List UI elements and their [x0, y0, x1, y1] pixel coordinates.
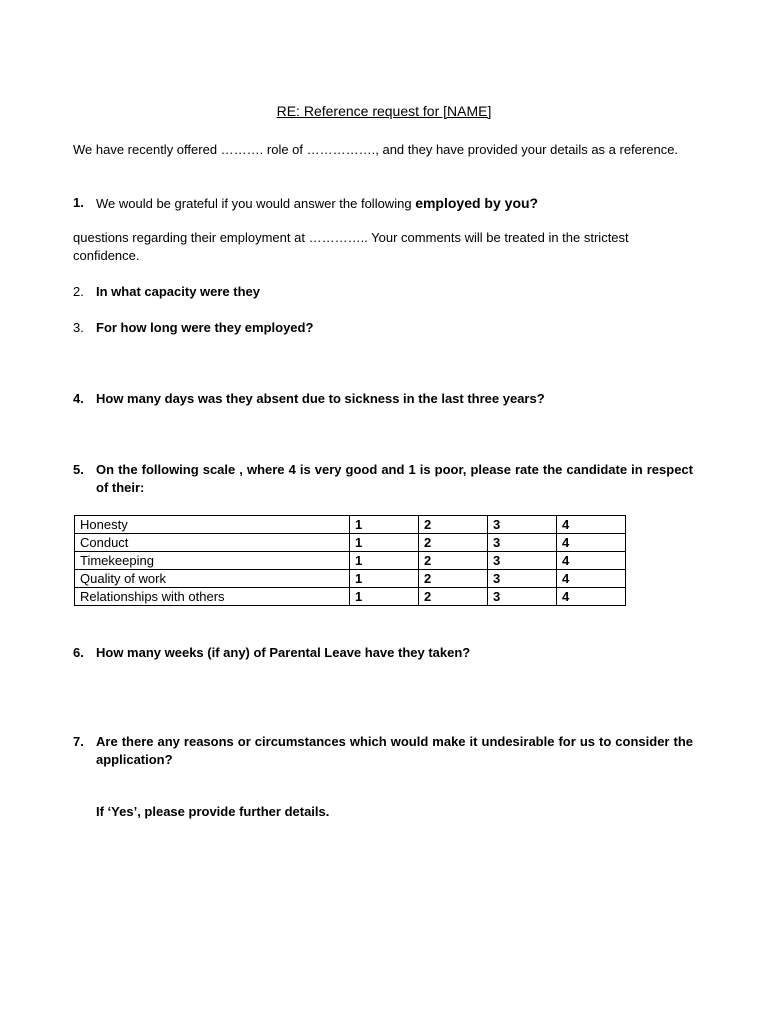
- rating-score-3[interactable]: 3: [488, 570, 557, 588]
- question-2-number: 2.: [73, 284, 84, 299]
- rating-score-3[interactable]: 3: [488, 552, 557, 570]
- rating-score-2[interactable]: 2: [419, 588, 488, 606]
- table-row: [75, 552, 626, 570]
- table-row: [75, 516, 626, 534]
- rating-score-3[interactable]: 3: [488, 516, 557, 534]
- rating-score-4[interactable]: 4: [557, 570, 626, 588]
- rating-score-2[interactable]: 2: [419, 516, 488, 534]
- rating-label: Timekeeping: [75, 552, 350, 570]
- rating-score-3[interactable]: 3: [488, 534, 557, 552]
- rating-score-1[interactable]: 1: [350, 570, 419, 588]
- question-5-text: On the following scale , where 4 is very good and 1 is poor, please rate the candidate in respect of their:: [96, 462, 693, 495]
- question-1-number: 1.: [73, 195, 84, 210]
- rating-label: Quality of work: [75, 570, 350, 588]
- intro-paragraph: We have recently offered ………. role of ……………., and they have provided your details as a reference.: [73, 142, 679, 157]
- question-1: [96, 194, 693, 213]
- rating-score-2[interactable]: 2: [419, 570, 488, 588]
- rating-score-1[interactable]: 1: [350, 552, 419, 570]
- question-7-followup: If ‘Yes’, please provide further details.: [96, 804, 330, 819]
- rating-score-2[interactable]: 2: [419, 552, 488, 570]
- question-4-text: How many days was they absent due to sickness in the last three years?: [96, 391, 545, 406]
- question-6-number: 6.: [73, 645, 84, 660]
- rating-score-1[interactable]: 1: [350, 534, 419, 552]
- question-3-number: 3.: [73, 320, 84, 335]
- question-4-number: 4.: [73, 391, 84, 406]
- question-7-text: Are there any reasons or circumstances which would make it undesirable for us to consider the application?: [96, 734, 693, 767]
- rating-score-4[interactable]: 4: [557, 534, 626, 552]
- question-3-text: For how long were they employed?: [96, 320, 314, 335]
- rating-score-3[interactable]: 3: [488, 588, 557, 606]
- rating-label: Honesty: [75, 516, 350, 534]
- rating-score-4[interactable]: 4: [557, 516, 626, 534]
- question-7-number: 7.: [73, 734, 84, 749]
- question-1-text: We would be grateful if you would answer the following: [96, 196, 412, 211]
- rating-label: Conduct: [75, 534, 350, 552]
- question-5-number: 5.: [73, 462, 84, 477]
- table-row: [75, 570, 626, 588]
- rating-score-4[interactable]: 4: [557, 552, 626, 570]
- rating-score-4[interactable]: 4: [557, 588, 626, 606]
- question-6-text: How many weeks (if any) of Parental Leave have they taken?: [96, 645, 471, 660]
- document-title: RE: Reference request for [NAME]: [276, 103, 492, 119]
- rating-score-2[interactable]: 2: [419, 534, 488, 552]
- confidentiality-paragraph: questions regarding their employment at ………….. Your comments will be treated in the strictest confidence.: [73, 230, 629, 263]
- question-2-text: In what capacity were they: [96, 284, 261, 299]
- rating-label: Relationships with others: [75, 588, 350, 606]
- rating-table: [74, 515, 626, 606]
- question-1-bold-text: employed by you?: [415, 195, 539, 211]
- table-row: [75, 534, 626, 552]
- rating-score-1[interactable]: 1: [350, 516, 419, 534]
- table-row: [75, 588, 626, 606]
- rating-score-1[interactable]: 1: [350, 588, 419, 606]
